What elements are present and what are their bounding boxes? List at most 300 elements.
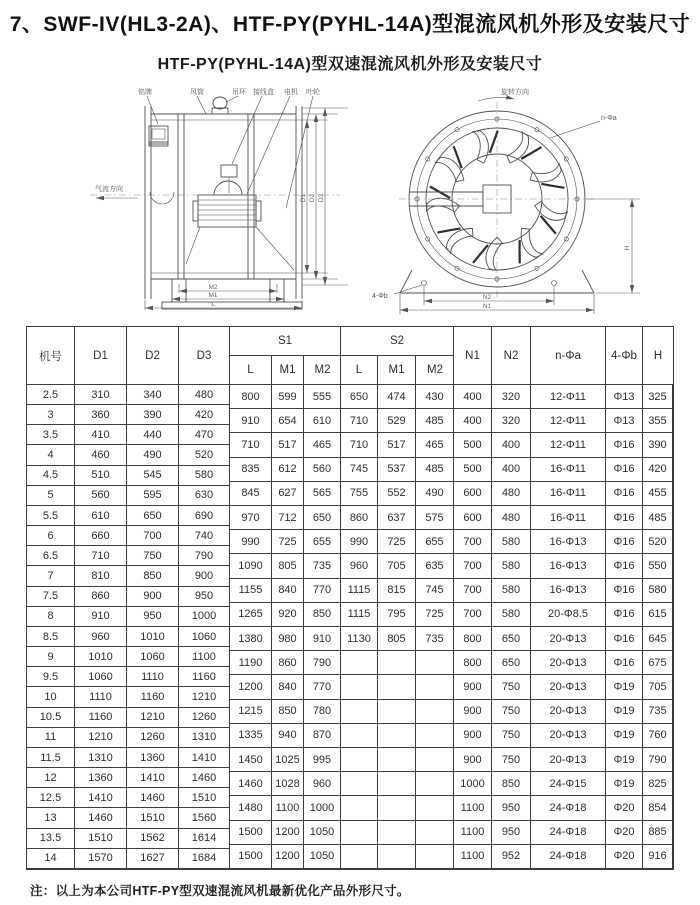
dim-cell: Φ16 [606,433,643,457]
dim-cell: 1050 [304,821,341,845]
h-dimension [586,199,640,293]
dim-cell: Φ20 [606,796,643,820]
model-cell: 1510 [179,788,230,808]
dim-cell: Φ13 [606,409,643,433]
dim-cell: 1050 [304,845,341,869]
lifting-ring [212,97,228,114]
dim-cell: 835 [230,458,272,482]
dim-cell: 580 [492,603,531,627]
model-cell: 1160 [75,708,127,728]
dim-cell: 20-Φ8.5 [531,603,606,627]
dim-cell: 655 [416,530,454,554]
dim-cell: 1460 [230,772,272,796]
dim-cell: Φ16 [606,603,643,627]
dim-cell: 780 [304,700,341,724]
dim-d2-label: D2 [309,193,316,203]
header-s1-m1: M1 [272,356,304,384]
model-cell: 1614 [179,829,230,849]
model-cell: 1310 [179,728,230,748]
model-cell: 12.5 [27,788,75,808]
model-cell: 1460 [127,788,179,808]
model-cell: 1684 [179,849,230,869]
dim-cell: 16-Φ11 [531,482,606,506]
dim-cell: 1480 [230,796,272,820]
duct-label: 风筒 [190,89,204,96]
dim-cell: Φ19 [606,748,643,772]
flange-holes-label: n-Φa [601,115,617,122]
dim-cell: 16-Φ11 [531,458,606,482]
dim-cell: 455 [643,482,673,506]
dim-cell: 16-Φ13 [531,530,606,554]
dim-cell [416,821,454,845]
dim-cell [378,748,416,772]
dim-cell: 12-Φ11 [531,385,606,409]
model-cell: 910 [75,607,127,627]
dim-cell: 490 [416,482,454,506]
model-cell: 1060 [127,647,179,667]
table-body [27,385,673,869]
dim-cell: 20-Φ13 [531,627,606,651]
dim-cell: 910 [304,627,341,651]
dim-cell: 400 [454,385,492,409]
dim-cell: 645 [643,627,673,651]
dim-cell [341,651,378,675]
dim-cell [416,700,454,724]
dim-cell: 20-Φ13 [531,651,606,675]
model-cell: 9.5 [27,667,75,687]
model-cell: 5.5 [27,506,75,526]
dim-cell: 537 [378,458,416,482]
table-body-left [27,385,230,869]
dim-cell: Φ19 [606,772,643,796]
dim-cell: 916 [643,845,673,869]
header-h: H [653,349,663,362]
model-cell: 1460 [179,768,230,788]
dim-cell: 654 [272,409,304,433]
model-cell: 1310 [75,748,127,768]
dim-cell [416,724,454,748]
dim-cell [378,700,416,724]
dim-cell: 1500 [230,845,272,869]
dim-cell: 390 [643,433,673,457]
dim-cell: 465 [416,433,454,457]
model-cell: 1210 [75,728,127,748]
dim-cell: 770 [304,675,341,699]
nameplate [149,126,168,146]
model-cell: 1210 [179,687,230,707]
model-cell: 580 [179,466,230,486]
model-cell: 2.5 [27,385,75,405]
dim-cell: 710 [341,409,378,433]
dim-cell: 580 [492,530,531,554]
dim-cell: 20-Φ13 [531,748,606,772]
model-cell: 420 [179,405,230,425]
model-cell: 1570 [75,849,127,869]
header-s2-m2: M2 [427,364,443,376]
dim-cell: 12-Φ11 [531,433,606,457]
mounting-feet [162,279,302,309]
header-n2: N2 [492,327,531,384]
model-cell: 340 [127,385,179,405]
model-cell: 470 [179,425,230,445]
dim-cell: 400 [492,433,531,457]
dim-cell: 16-Φ11 [531,506,606,530]
dim-cell: 710 [341,433,378,457]
dim-cell: 755 [341,482,378,506]
dim-cell: 600 [454,482,492,506]
model-cell: 850 [127,566,179,586]
dim-cell: 860 [272,651,304,675]
dim-cell: 735 [416,627,454,651]
dim-cell: 950 [492,821,531,845]
dim-cell [341,796,378,820]
dim-cell: 610 [304,409,341,433]
nameplate-label: 铭牌 [138,89,152,96]
dim-cell: 627 [272,482,304,506]
model-cell: 900 [127,587,179,607]
impeller-label: 叶轮 [306,89,320,96]
dim-cell: 575 [416,506,454,530]
dim-cell: 650 [341,385,378,409]
dim-cell: Φ16 [606,482,643,506]
dim-cell: 700 [454,554,492,578]
model-cell: 1110 [127,667,179,687]
dim-cell: 1380 [230,627,272,651]
model-cell: 860 [75,587,127,607]
model-cell: 700 [127,526,179,546]
model-cell: 1410 [75,788,127,808]
model-cell: 440 [127,425,179,445]
dim-cell: Φ16 [606,554,643,578]
model-cell: 11 [27,728,75,748]
dim-cell: 910 [230,409,272,433]
dim-cell: 465 [304,433,341,457]
model-cell: 12 [27,768,75,788]
dim-cell: 20-Φ13 [531,724,606,748]
dim-cell [378,651,416,675]
model-cell: 1210 [127,708,179,728]
header-4-phi-b: 4-Φb [606,327,643,384]
dim-cell: 612 [272,458,304,482]
dim-cell [378,772,416,796]
dim-cell: 700 [454,530,492,554]
dim-cell: 815 [378,579,416,603]
model-cell: 9 [27,647,75,667]
dim-cell: 16-Φ13 [531,579,606,603]
dim-cell: 1265 [230,603,272,627]
model-cell: 480 [179,385,230,405]
header-model: 机号 [27,327,75,384]
dim-cell: 1450 [230,748,272,772]
model-cell: 1410 [127,768,179,788]
dim-cell: 675 [643,651,673,675]
model-cell: 310 [75,385,127,405]
rotation-label: 旋转方向 [501,89,529,96]
blades [423,127,568,272]
dim-cell: 555 [304,385,341,409]
model-cell: 510 [75,466,127,486]
dim-cell [341,821,378,845]
dim-cell: 790 [304,651,341,675]
dim-cell: 1130 [341,627,378,651]
model-cell: 10 [27,687,75,707]
model-cell: 1100 [179,647,230,667]
fan-casing [145,106,302,299]
dim-cell: 325 [643,385,673,409]
dim-cell: 637 [378,506,416,530]
dim-cell: 517 [272,433,304,457]
dim-cell: 990 [341,530,378,554]
dim-cell [416,796,454,820]
dim-cell [341,772,378,796]
dim-cell: 885 [643,821,673,845]
model-cell: 545 [127,466,179,486]
dim-cell: 24-Φ18 [531,796,606,820]
table-body-right [230,385,673,869]
dim-cell: 20-Φ13 [531,675,606,699]
dim-cell: 615 [643,603,673,627]
model-cell: 750 [127,546,179,566]
dim-cell: 580 [492,579,531,603]
dim-cell: 900 [454,724,492,748]
model-cell: 6 [27,526,75,546]
dim-cell [378,845,416,869]
model-cell: 1000 [179,607,230,627]
model-cell: 7.5 [27,587,75,607]
header-s2-l: L [341,356,378,384]
dim-cell: 24-Φ15 [531,772,606,796]
model-cell: 650 [127,506,179,526]
model-cell: 1010 [75,647,127,667]
dim-cell: 995 [304,748,341,772]
dim-cell: 1200 [230,675,272,699]
model-cell: 1560 [179,808,230,828]
dim-cell: 480 [492,506,531,530]
header-s2-m1: M1 [378,356,416,384]
model-cell: 595 [127,486,179,506]
dim-cell [341,845,378,869]
dim-cell: 1500 [230,821,272,845]
dim-cell: 900 [454,748,492,772]
model-cell: 13.5 [27,829,75,849]
dim-cell: 1025 [272,748,304,772]
dim-cell [378,796,416,820]
dim-cell: 560 [304,458,341,482]
dim-cell [341,724,378,748]
dim-cell: 1335 [230,724,272,748]
dim-cell: 750 [492,700,531,724]
dim-cell [341,675,378,699]
dim-cell: Φ19 [606,700,643,724]
dim-cell [416,651,454,675]
lifting-ring-label: 吊环 [232,89,246,96]
model-cell: 3 [27,405,75,425]
dim-cell: 320 [492,385,531,409]
rotation-arrow [478,97,514,101]
motor [193,181,261,227]
dim-cell: 1215 [230,700,272,724]
dim-d3-label: D3 [318,193,325,203]
model-cell: 1627 [127,849,179,869]
header-s1-m2: M2 [314,364,331,376]
dim-cell: 850 [492,772,531,796]
dim-cell: 480 [492,482,531,506]
dim-cell: 355 [643,409,673,433]
model-cell: 410 [75,425,127,445]
dim-cell: 870 [304,724,341,748]
dim-cell [378,675,416,699]
dim-cell: 710 [230,433,272,457]
dim-cell: 750 [492,675,531,699]
dim-cell: Φ16 [606,627,643,651]
model-cell: 1060 [75,667,127,687]
dim-cell: 420 [643,458,673,482]
dim-cell: 1200 [272,821,304,845]
dim-cell [416,845,454,869]
dim-cell [416,772,454,796]
dim-cell: 960 [341,554,378,578]
model-cell: 610 [75,506,127,526]
model-cell: 13 [27,808,75,828]
dim-cell: 552 [378,482,416,506]
dim-cell: 840 [272,675,304,699]
model-cell: 1060 [179,627,230,647]
model-cell: 520 [179,445,230,465]
dim-cell [378,724,416,748]
dim-cell: Φ19 [606,675,643,699]
dim-cell: 790 [643,748,673,772]
model-cell: 1360 [127,748,179,768]
dim-cell: 705 [643,675,673,699]
dim-cell: 795 [378,603,416,627]
front-view [372,87,640,314]
header-n-phi-a: n-Φa [531,327,606,384]
dim-cell: 20-Φ13 [531,700,606,724]
dim-cell [416,748,454,772]
dim-h-label: H [624,245,631,251]
dim-cell: Φ20 [606,821,643,845]
dim-m1-label: M1 [208,292,218,299]
dim-cell: 750 [492,724,531,748]
model-cell: 14 [27,849,75,869]
model-cell: 8.5 [27,627,75,647]
foot-holes-label: 4-Φb [372,293,388,300]
dim-cell: Φ16 [606,530,643,554]
dim-cell [341,748,378,772]
dim-cell: 12-Φ11 [531,409,606,433]
dim-cell: 24-Φ18 [531,821,606,845]
dim-n2-label: N2 [482,294,492,301]
model-cell: 560 [75,486,127,506]
dim-cell [378,821,416,845]
dim-cell: 520 [643,530,673,554]
dim-cell: 860 [341,506,378,530]
dim-cell: 1000 [454,772,492,796]
dim-cell: 745 [341,458,378,482]
model-cell: 630 [179,486,230,506]
table-header [27,327,673,385]
dim-cell: 825 [643,772,673,796]
dim-cell: 500 [454,458,492,482]
model-cell: 810 [75,566,127,586]
dim-cell: 650 [492,627,531,651]
dim-cell: 24-Φ18 [531,845,606,869]
model-cell: 1110 [75,687,127,707]
dim-m2-label: M2 [208,284,218,291]
dim-cell: 960 [304,772,341,796]
header-n1: N1 [454,327,492,384]
dim-cell: 840 [272,579,304,603]
dim-cell: 900 [454,675,492,699]
dim-cell: 1190 [230,651,272,675]
model-cell: 1510 [127,808,179,828]
dim-cell: Φ16 [606,579,643,603]
dim-cell: Φ16 [606,651,643,675]
model-cell: 710 [75,546,127,566]
model-cell: 5 [27,486,75,506]
header-d1: D1 [75,327,127,384]
dim-cell: 950 [492,796,531,820]
dim-cell: 635 [416,554,454,578]
dim-cell: 320 [492,409,531,433]
dim-cell: 712 [272,506,304,530]
dim-cell: 517 [378,433,416,457]
model-cell: 1010 [127,627,179,647]
dim-cell: 1200 [272,845,304,869]
dim-cell: 16-Φ13 [531,554,606,578]
dim-cell: 735 [643,700,673,724]
dim-cell: 725 [416,603,454,627]
motor-label: 电机 [284,89,298,96]
model-cell: 950 [179,587,230,607]
model-cell: 4 [27,445,75,465]
model-cell: 790 [179,546,230,566]
model-cell: 360 [75,405,127,425]
dim-cell: 700 [454,603,492,627]
dim-cell: 655 [304,530,341,554]
model-cell: 8 [27,607,75,627]
model-cell: 460 [75,445,127,465]
dim-cell: 1100 [454,821,492,845]
dim-cell: 550 [643,554,673,578]
dim-cell: 952 [492,845,531,869]
dim-cell: 705 [378,554,416,578]
header-d3: D3 [179,327,230,384]
model-cell: 3.5 [27,425,75,445]
header-d2: D2 [127,327,179,384]
dim-cell: 750 [492,748,531,772]
model-cell: 1260 [179,708,230,728]
dim-l-label: L [211,301,215,308]
dim-cell: 1155 [230,579,272,603]
junction-box [221,165,237,193]
model-cell: 4.5 [27,466,75,486]
drawing-title: HTF-PY(PYHL-14A)型双速混流风机外形及安装尺寸 [157,56,543,73]
page-title: 7、SWF-IV(HL3-2A)、HTF-PY(PYHL-14A)型混流风机外形及安装尺寸 [9,13,691,36]
dim-cell: 1100 [454,845,492,869]
dim-cell: 850 [304,603,341,627]
header-s1-l: L [230,356,272,384]
dim-cell: 1115 [341,579,378,603]
model-cell: 11.5 [27,748,75,768]
dim-cell: 920 [272,603,304,627]
model-cell: 660 [75,526,127,546]
dim-cell: 760 [643,724,673,748]
footnote: 注：以上为本公司HTF-PY型双速混流风机最新优化产品外形尺寸。 [30,884,410,898]
dim-d1-label: D1 [300,193,307,203]
dim-cell: 800 [230,385,272,409]
model-cell: 950 [127,607,179,627]
